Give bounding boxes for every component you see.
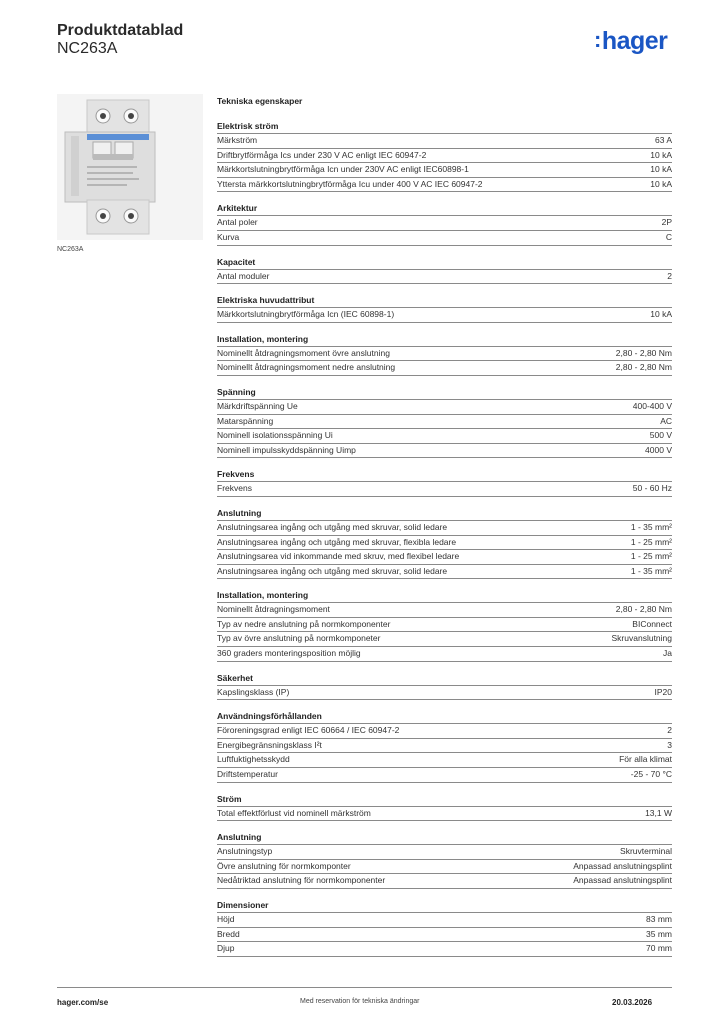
spec-value: 2,80 - 2,80 Nm [615, 347, 672, 358]
spec-label: Märkdriftspänning Ue [217, 400, 298, 411]
spec-value: C [665, 231, 672, 242]
spec-row [217, 482, 672, 497]
spec-section [217, 256, 672, 285]
spec-value: 50 - 60 Hz [632, 483, 672, 494]
spec-row [217, 400, 672, 415]
spec-row [217, 647, 672, 662]
spec-value: 2 [667, 270, 672, 281]
spec-value: -25 - 70 °C [630, 769, 672, 780]
spec-value: IP20 [654, 686, 672, 697]
spec-label: Föroreningsgrad enligt IEC 60664 / IEC 60947-2 [217, 725, 400, 736]
spec-value: 500 V [649, 430, 672, 441]
spec-value: Skruvanslutning [611, 633, 672, 644]
spec-label: Energibegränsningsklass I²t [217, 739, 322, 750]
circuit-breaker-image [57, 94, 203, 240]
section-title: Spänning [217, 386, 672, 400]
spec-section [217, 589, 672, 661]
spec-row [217, 149, 672, 164]
section-title: Användningsförhållanden [217, 710, 672, 724]
spec-row [217, 361, 672, 376]
spec-label: Anslutningsarea ingång och utgång med skruvar, solid ledare [217, 521, 448, 532]
spec-sections [217, 120, 672, 957]
spec-label: Anslutningsarea vid inkommande med skruv, med flexibel ledare [217, 551, 460, 562]
section-title: Frekvens [217, 468, 672, 482]
footer-website[interactable]: hager.com/se [57, 998, 109, 1007]
spec-label: Nominellt åtdragningsmoment övre anslutning [217, 347, 390, 358]
spec-value: 10 kA [650, 149, 672, 160]
section-title: Anslutning [217, 831, 672, 845]
spec-row [217, 163, 672, 178]
spec-row [217, 618, 672, 633]
section-title: Elektrisk ström [217, 120, 672, 134]
spec-value: 1 - 25 mm² [630, 551, 672, 562]
spec-label: 360 graders monteringsposition möjlig [217, 648, 361, 659]
spec-row [217, 565, 672, 580]
image-caption: NC263A [57, 246, 84, 253]
spec-label: Driftstemperatur [217, 769, 278, 780]
spec-label: Luftfuktighetsskydd [217, 754, 290, 765]
section-title: Dimensioner [217, 899, 672, 913]
spec-value: Ja [663, 648, 672, 659]
spec-row [217, 270, 672, 285]
footer-note: Med reservation för tekniska ändringar [300, 998, 420, 1005]
spec-row [217, 178, 672, 193]
spec-row [217, 739, 672, 754]
spec-row [217, 444, 672, 459]
spec-label: Antal poler [217, 217, 258, 228]
spec-label: Typ av nedre anslutning på normkomponenter [217, 618, 391, 629]
spec-label: Nominellt åtdragningsmoment nedre anslutning [217, 362, 396, 373]
spec-value: 63 A [654, 135, 672, 145]
spec-row [217, 347, 672, 362]
spec-value: Anpassad anslutningsplint [573, 860, 672, 871]
spec-row [217, 913, 672, 928]
spec-section [217, 202, 672, 245]
spec-row [217, 928, 672, 943]
product-image [57, 94, 203, 240]
spec-row [217, 807, 672, 822]
spec-value: BIConnect [632, 618, 672, 629]
footer-date: 20.03.2026 [612, 998, 653, 1007]
spec-row [217, 942, 672, 957]
spec-row [217, 550, 672, 565]
spec-value: 2 [667, 725, 672, 736]
spec-label: Nominell isolationsspänning Ui [217, 430, 333, 441]
spec-label: Kapslingsklass (IP) [217, 686, 290, 697]
spec-row [217, 686, 672, 701]
spec-value: AC [660, 415, 672, 426]
section-title: Installation, montering [217, 589, 672, 603]
spec-section [217, 899, 672, 957]
logo-text: hager [601, 27, 668, 55]
spec-section [217, 120, 672, 192]
spec-label: Kurva [217, 231, 240, 242]
spec-value: 1 - 35 mm² [630, 521, 672, 532]
spec-value: 3 [667, 739, 672, 750]
spec-label: Nominell impulsskyddspänning Uimp [217, 444, 356, 455]
spec-label: Antal moduler [217, 270, 270, 281]
spec-value: 13,1 W [645, 807, 672, 818]
spec-section [217, 468, 672, 497]
spec-value: 1 - 25 mm² [630, 536, 672, 547]
spec-label: Höjd [217, 914, 235, 924]
spec-section [217, 672, 672, 701]
spec-row [217, 632, 672, 647]
spec-label: Nominellt åtdragningsmoment [217, 604, 330, 615]
section-title: Ström [217, 793, 672, 807]
spec-value: Anpassad anslutningsplint [573, 875, 672, 886]
spec-value: 83 mm [646, 914, 672, 924]
spec-value: 2P [661, 217, 672, 228]
spec-section [217, 386, 672, 458]
spec-value: 10 kA [650, 164, 672, 175]
spec-label: Anslutningsarea ingång och utgång med skruvar, flexibla ledare [217, 536, 457, 547]
spec-row [217, 429, 672, 444]
product-code: NC263A [57, 40, 118, 57]
spec-row [217, 216, 672, 231]
spec-value: 2,80 - 2,80 Nm [615, 362, 672, 373]
spec-label: Frekvens [217, 483, 252, 494]
section-title: Arkitektur [217, 202, 672, 216]
spec-label: Total effektförlust vid nominell märkström [217, 807, 371, 818]
spec-label: Övre anslutning för normkomponter [217, 860, 351, 871]
logo-colon: : [594, 27, 601, 52]
spec-section [217, 507, 672, 579]
spec-row [217, 753, 672, 768]
spec-label: Bredd [217, 928, 240, 939]
spec-label: Nedåtriktad anslutning för normkomponenter [217, 875, 386, 886]
spec-section [217, 333, 672, 376]
spec-row [217, 603, 672, 618]
spec-row [217, 536, 672, 551]
spec-section [217, 831, 672, 889]
spec-value: 35 mm [646, 928, 672, 939]
spec-label: Yttersta märkkortslutningbrytförmåga Icu under 400 V AC IEC 60947-2 [217, 178, 483, 189]
page-title: Produktdatablad [57, 22, 184, 39]
spec-value: 70 mm [646, 943, 672, 954]
footer-divider [57, 987, 672, 988]
section-title: Anslutning [217, 507, 672, 521]
spec-value: För alla klimat [619, 754, 672, 765]
section-title: Installation, montering [217, 333, 672, 347]
spec-row [217, 231, 672, 246]
spec-value: 1 - 35 mm² [630, 565, 672, 576]
spec-value: 4000 V [645, 444, 672, 455]
spec-value: Skruvterminal [620, 846, 672, 857]
spec-label: Anslutningsarea ingång och utgång med skruvar, solid ledare [217, 565, 448, 576]
spec-section [217, 710, 672, 782]
spec-row [217, 134, 672, 149]
spec-row [217, 845, 672, 860]
spec-heading: Tekniska egenskaper [217, 96, 303, 106]
spec-value: 400-400 V [632, 400, 672, 411]
spec-row [217, 415, 672, 430]
section-title: Kapacitet [217, 256, 672, 270]
spec-value: 10 kA [650, 178, 672, 189]
spec-row [217, 860, 672, 875]
spec-row [217, 308, 672, 323]
spec-row [217, 768, 672, 783]
spec-table [217, 96, 672, 967]
spec-section [217, 294, 672, 323]
spec-label: Märkkortslutningbrytförmåga Icn (IEC 60898-1) [217, 309, 395, 320]
spec-value: 10 kA [650, 309, 672, 320]
spec-label: Anslutningstyp [217, 846, 273, 857]
spec-label: Djup [217, 943, 235, 954]
spec-row [217, 724, 672, 739]
spec-row [217, 874, 672, 889]
spec-label: Märkström [217, 135, 258, 145]
hager-logo [594, 26, 667, 57]
spec-label: Driftbrytförmåga Ics under 230 V AC enligt IEC 60947-2 [217, 149, 427, 160]
spec-row [217, 521, 672, 536]
spec-label: Typ av övre anslutning på normkomponeter [217, 633, 381, 644]
section-title: Säkerhet [217, 672, 672, 686]
spec-value: 2,80 - 2,80 Nm [615, 604, 672, 615]
spec-label: Märkkortslutningbrytförmåga Icn under 230V AC enligt IEC60898-1 [217, 164, 469, 175]
spec-section [217, 793, 672, 822]
section-title: Elektriska huvudattribut [217, 294, 672, 308]
spec-label: Matarspänning [217, 415, 274, 426]
